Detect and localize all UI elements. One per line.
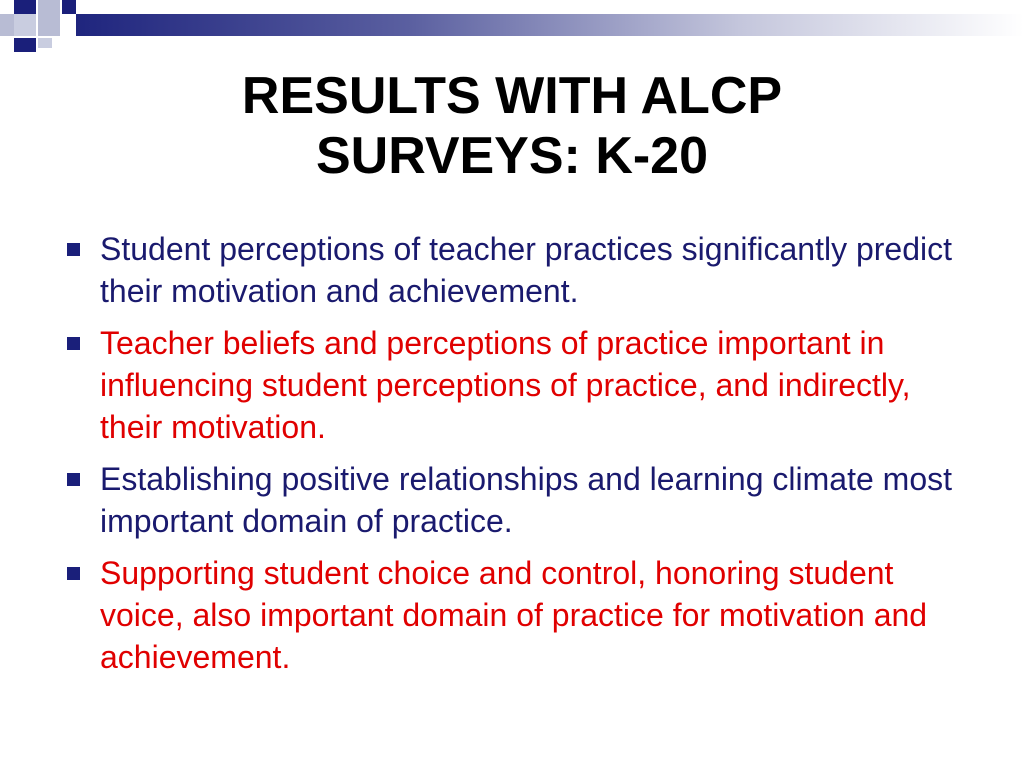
square-bullet-icon: [67, 567, 80, 580]
decorative-square: [14, 14, 36, 36]
decorative-square: [38, 38, 52, 48]
title-line: SURVEYS: K-20: [315, 127, 709, 185]
title-line: RESULTS WITH ALCP: [241, 67, 783, 125]
bullet-text: Supporting student choice and control, honoring student voice, also important domain of practice for motivation and achievement.: [100, 555, 928, 675]
bullet-item: [60, 552, 960, 678]
square-bullet-icon: [67, 473, 80, 486]
square-bullet-icon: [67, 337, 80, 350]
bullet-item: [60, 322, 960, 448]
decorative-square: [38, 14, 60, 36]
decorative-square: [0, 14, 14, 36]
decorative-square: [38, 0, 60, 14]
decorative-square: [62, 0, 76, 14]
bullet-item: [60, 228, 960, 312]
bullet-text: Teacher beliefs and perceptions of practice important in influencing student perceptions of practice, and indirectly, their motivation.: [100, 325, 911, 445]
bullet-text: Student perceptions of teacher practices significantly predict their motivation and achievement.: [100, 231, 953, 309]
bullet-list: [60, 228, 960, 688]
slide-title: [0, 66, 1024, 186]
bullet-item: [60, 458, 960, 542]
decorative-square: [14, 0, 36, 14]
decorative-square: [14, 38, 36, 52]
bullet-text: Establishing positive relationships and learning climate most important domain of practice.: [100, 461, 952, 539]
square-bullet-icon: [67, 243, 80, 256]
header-gradient-band: [76, 14, 1024, 36]
